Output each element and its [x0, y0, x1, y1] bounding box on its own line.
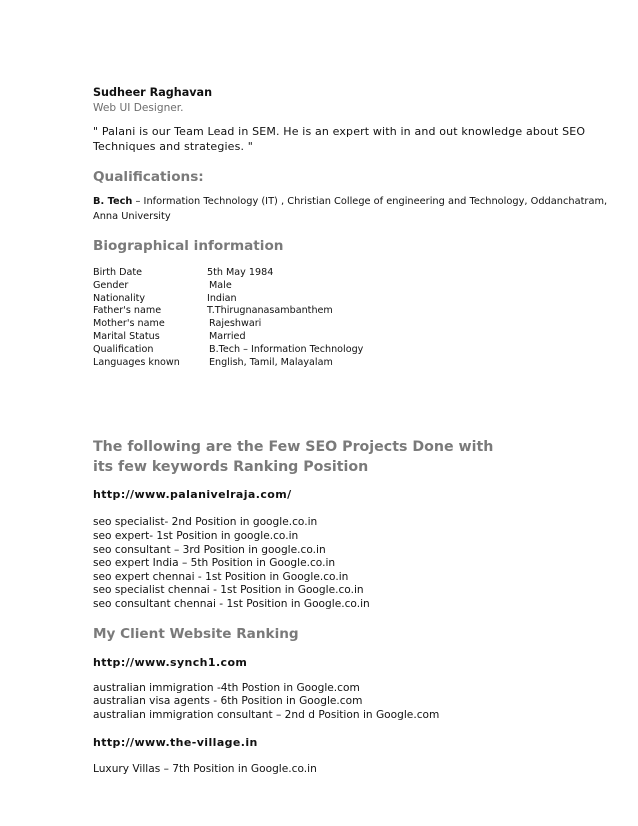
bio-row [93, 344, 613, 357]
bio-row [93, 331, 613, 344]
list-item: seo expert India – 5th Position in Google.co.in [93, 557, 336, 570]
bio-label: Mother's name [93, 318, 165, 330]
client-site-link[interactable]: http://www.the-village.in [93, 736, 258, 750]
bio-value: T.Thirugnanasambanthem [207, 305, 333, 317]
bio-value: B.Tech – Information Technology [209, 343, 364, 355]
list-item: seo expert- 1st Position in google.co.in [93, 529, 299, 542]
seo-site-link[interactable]: http://www.palanivelraja.com/ [93, 488, 292, 502]
list-item: australian immigration -4th Postion in Google.com [93, 681, 360, 694]
author-name: Sudheer Raghavan [93, 86, 213, 99]
list-item: seo consultant – 3rd Position in google.co.in [93, 543, 326, 556]
seo-projects-heading: The following are the Few SEO Projects Done with its few keywords Ranking Position [93, 439, 494, 476]
list-item: australian visa agents - 6th Position in Google.com [93, 695, 363, 708]
list-item: seo specialist chennai - 1st Position in Google.co.in [93, 584, 364, 597]
bio-label: Birth Date [93, 267, 143, 278]
bio-row [93, 357, 613, 370]
bio-value: Rajeshwari [209, 318, 262, 330]
list-item: australian immigration consultant – 2nd d Position in Google.com [93, 708, 440, 721]
bio-value: Male [209, 279, 232, 291]
bio-value: Married [209, 330, 246, 342]
bio-label: Qualification [93, 343, 154, 355]
client-keyword-list [93, 682, 613, 723]
author-role: Web UI Designer. [93, 102, 184, 114]
bio-row [93, 293, 613, 306]
bio-row [93, 280, 613, 293]
list-item: seo expert chennai - 1st Position in Google.co.in [93, 570, 349, 583]
list-item: Luxury Villas – 7th Position in Google.co.in [93, 763, 317, 776]
bio-label: Languages known [93, 356, 180, 368]
bio-row [93, 318, 613, 331]
bio-row [93, 305, 613, 318]
degree-detail: – Information Technology (IT) , Christian College of engineering and Technology, Oddanchatram, Anna University [93, 196, 608, 222]
bio-value: Indian [207, 292, 237, 304]
bio-label: Marital Status [93, 330, 160, 342]
bio-label: Gender [93, 279, 129, 291]
bio-heading: Biographical information [93, 238, 284, 254]
list-item: seo consultant chennai - 1st Position in Google.co.in [93, 597, 370, 610]
testimonial-quote: " Palani is our Team Lead in SEM. He is an expert with in and out knowledge about SEO Techniques and strategies. " [93, 125, 586, 153]
bio-label: Nationality [93, 292, 146, 304]
bio-row [93, 267, 613, 280]
bio-table [93, 267, 613, 369]
seo-keyword-list [93, 516, 613, 611]
client-keyword-list [93, 763, 613, 777]
bio-value: English, Tamil, Malayalam [209, 356, 333, 368]
degree-label: B. Tech [93, 196, 133, 207]
document-page [93, 86, 613, 777]
bio-label: Father's name [93, 305, 162, 317]
bio-value: 5th May 1984 [207, 267, 274, 278]
qualifications-text [93, 194, 613, 224]
client-ranking-heading: My Client Website Ranking [93, 625, 299, 642]
list-item: seo specialist- 2nd Position in google.co.in [93, 516, 318, 529]
qualifications-heading: Qualifications: [93, 169, 204, 185]
client-site-link[interactable]: http://www.synch1.com [93, 655, 248, 669]
